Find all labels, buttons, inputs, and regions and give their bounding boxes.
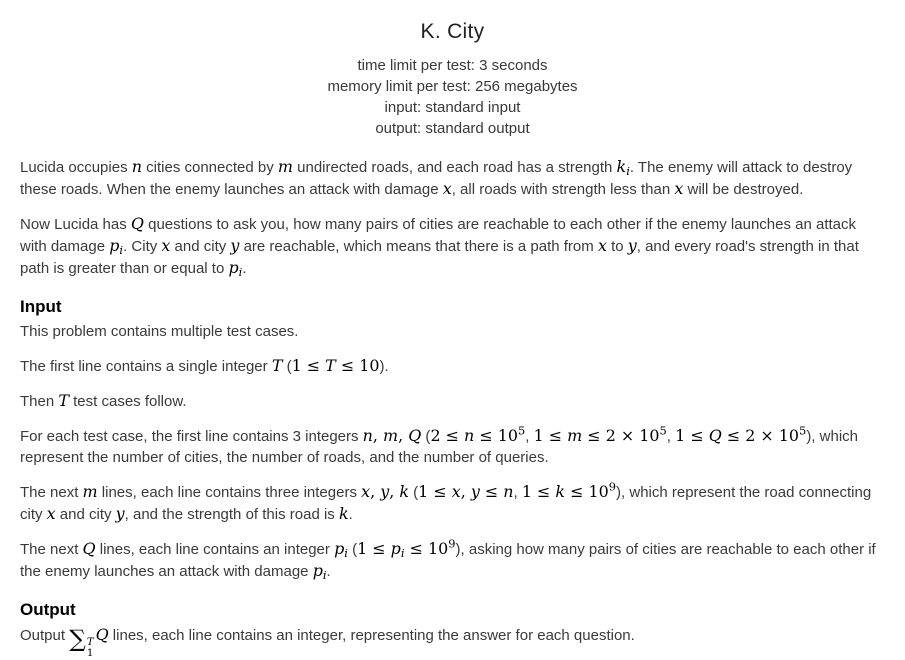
inline-math: $p_i$ bbox=[228, 258, 243, 279]
inline-math: y bbox=[627, 236, 637, 255]
inline-math: $p_i$ bbox=[312, 561, 327, 582]
sum-operator: ∑ T 1 bbox=[69, 625, 94, 660]
input-paragraph-5: The next m lines, each line contains three integers x, y, k (1 ≤ x, y ≤ n, $1 \le k \le 10^9$), which represent the road connecting city x and city y, and the strength of this road is k. bbox=[20, 479, 872, 523]
inline-math: $p_i$ bbox=[109, 236, 124, 257]
input-spec: input: standard input bbox=[384, 99, 521, 116]
inline-math: $1 \le m \le 2 \times 10^5$ bbox=[533, 423, 667, 445]
inline-math: x, y, k bbox=[361, 482, 409, 501]
statement-paragraph-2: Now Lucida has Q questions to ask you, how many pairs of cities are reachable to each other if the enemy launches an attack with damage $p_i$. City x and city y are reachable, which means that there is a path from x to y, and every road's strength in that path is greater than or equal to $p_i$. bbox=[20, 214, 859, 279]
inline-math: 1 ≤ x, y ≤ n bbox=[418, 482, 514, 501]
inline-math: Q bbox=[95, 625, 109, 644]
memory-limit: memory limit per test: 256 megabytes bbox=[327, 78, 578, 95]
output-paragraph-1: Output ∑ T 1 Q lines, each line contains an integer, representing the answer for each question. bbox=[20, 625, 635, 660]
input-section-heading: Input bbox=[20, 297, 62, 316]
statement-paragraph-1: Lucida occupies n cities connected by m undirected roads, and each road has a strength $k_i$. The enemy will attack to destroy these roads. When the enemy launches an attack with damage x, all roads with strength less than x will be destroyed. bbox=[20, 157, 853, 198]
inline-math: y bbox=[230, 236, 240, 255]
inline-math: $1 \le k \le 10^9$ bbox=[521, 479, 617, 501]
problem-title: K. City bbox=[420, 20, 485, 43]
inline-math: $k_i$ bbox=[616, 157, 630, 178]
inline-math: x bbox=[442, 179, 452, 198]
inline-math: k bbox=[338, 504, 349, 523]
inline-math: T bbox=[271, 356, 283, 375]
inline-math: $p_i$ bbox=[334, 539, 348, 560]
inline-math: x bbox=[674, 179, 684, 198]
inline-math: m bbox=[277, 157, 293, 176]
inline-math: $1 \le p_i \le 10^9$ bbox=[357, 536, 456, 560]
problem-page bbox=[0, 20, 905, 660]
input-paragraph-1: This problem contains multiple test cases. bbox=[20, 323, 299, 340]
inline-math: Q bbox=[82, 539, 96, 558]
inline-math: x bbox=[46, 504, 56, 523]
inline-math: x bbox=[161, 236, 171, 255]
input-paragraph-3: Then T test cases follow. bbox=[20, 391, 187, 410]
inline-math: $2 \le n \le 10^5$ bbox=[430, 423, 526, 445]
time-limit: time limit per test: 3 seconds bbox=[357, 57, 548, 74]
inline-math: x bbox=[597, 236, 607, 255]
inline-math: m bbox=[82, 482, 98, 501]
inline-math: Q bbox=[130, 214, 144, 233]
problem-statement bbox=[20, 156, 885, 660]
input-paragraph-2: The first line contains a single integer T (1 ≤ T ≤ 10). bbox=[20, 356, 389, 375]
output-spec: output: standard output bbox=[375, 120, 530, 137]
inline-math: n bbox=[131, 157, 142, 176]
problem-meta bbox=[20, 55, 885, 139]
input-paragraph-6: The next Q lines, each line contains an integer $p_i$ $(1 \le p_i \le 10^9)$, asking how many pairs of cities are reachable to each other if the enemy launches an attack with damage $p_i$. bbox=[20, 536, 876, 582]
input-paragraph-4: For each test case, the first line contains 3 integers n, m, Q ($2 \le n \le 10^5$, $1 \le m \le 2 \times 10^5$, $1 \le Q \le 2 \times 10^5$), which represent the number of cities, the number of roads, and the number of queries. bbox=[20, 423, 858, 466]
inline-math: T bbox=[58, 391, 69, 410]
inline-math: 1 ≤ T ≤ 10 bbox=[291, 356, 380, 375]
inline-math: $1 \le Q \le 2 \times 10^5$ bbox=[675, 423, 807, 445]
inline-math: y bbox=[115, 504, 125, 523]
inline-math: n, m, Q bbox=[362, 426, 422, 445]
output-section-heading: Output bbox=[20, 600, 76, 619]
